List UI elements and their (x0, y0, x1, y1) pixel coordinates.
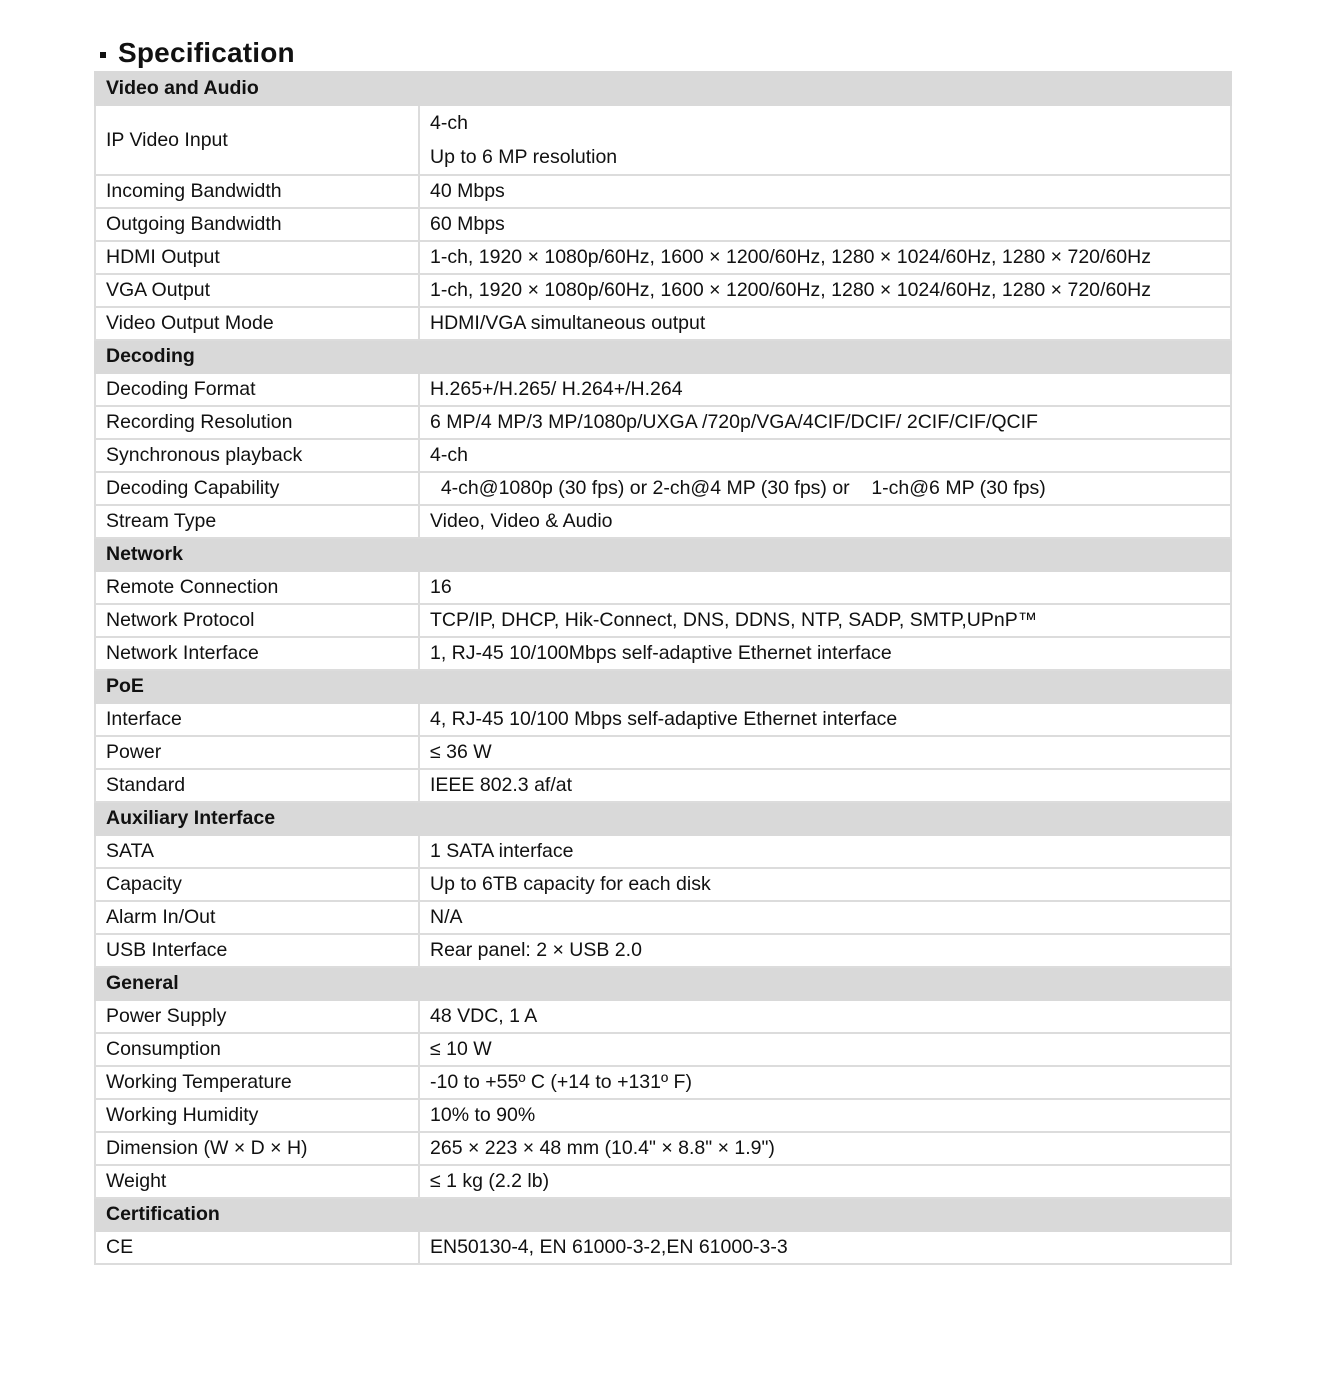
spec-label: Power (95, 736, 419, 769)
spec-value-cell (419, 1066, 1231, 1099)
spec-value: Up to 6TB capacity for each disk (430, 873, 711, 895)
spec-value: ≤ 1 kg (2.2 lb) (430, 1170, 550, 1192)
section-header-row (95, 538, 1231, 571)
spec-label: USB Interface (95, 934, 419, 967)
spec-row (95, 472, 1231, 505)
spec-value-cell (419, 472, 1231, 505)
spec-value-cell (419, 241, 1231, 274)
spec-row (95, 1132, 1231, 1165)
spec-value-cell (419, 571, 1231, 604)
spec-label: Interface (95, 703, 419, 736)
spec-value: HDMI/VGA simultaneous output (430, 312, 706, 334)
spec-value: 1-ch, 1920 × 1080p/60Hz, 1600 × 1200/60Hz, 1280 × 1024/60Hz, 1280 × 720/60Hz (430, 246, 1151, 268)
spec-label: Recording Resolution (95, 406, 419, 439)
section-header-row (95, 670, 1231, 703)
spec-table-body (95, 72, 1231, 1264)
section-header: Auxiliary Interface (95, 802, 1231, 835)
spec-value: Up to 6 MP resolution (430, 146, 618, 168)
section-header-row (95, 340, 1231, 373)
spec-row (95, 175, 1231, 208)
spec-value-cell (419, 1033, 1231, 1066)
spec-value-cell (419, 736, 1231, 769)
spec-value: EN50130-4, EN 61000-3-2,EN 61000-3-3 (430, 1236, 788, 1258)
spec-value: N/A (430, 906, 463, 928)
spec-value: Rear panel: 2 × USB 2.0 (430, 939, 642, 961)
spec-value: 4-ch (430, 444, 468, 466)
spec-label: CE (95, 1231, 419, 1264)
spec-row (95, 835, 1231, 868)
spec-value-cell (419, 604, 1231, 637)
spec-label: HDMI Output (95, 241, 419, 274)
section-header-row (95, 72, 1231, 105)
section-header: Network (95, 538, 1231, 571)
section-header-row (95, 967, 1231, 1000)
page-title-text: Specification (118, 37, 295, 68)
spec-row (95, 1231, 1231, 1264)
spec-value: -10 to +55º C (+14 to +131º F) (430, 1071, 692, 1093)
spec-label: Working Temperature (95, 1066, 419, 1099)
spec-value-cell (419, 901, 1231, 934)
spec-label: Decoding Capability (95, 472, 419, 505)
spec-label: Synchronous playback (95, 439, 419, 472)
spec-row (95, 241, 1231, 274)
spec-row (95, 934, 1231, 967)
spec-value-cell (419, 274, 1231, 307)
spec-value-cell (419, 769, 1231, 802)
spec-value-cell (419, 439, 1231, 472)
spec-label: Standard (95, 769, 419, 802)
spec-label: VGA Output (95, 274, 419, 307)
spec-value: H.265+/H.265/ H.264+/H.264 (430, 378, 683, 400)
spec-value: TCP/IP, DHCP, Hik-Connect, DNS, DDNS, NTP, SADP, SMTP,UPnP™ (430, 609, 1038, 631)
spec-row (95, 703, 1231, 736)
spec-label: Outgoing Bandwidth (95, 208, 419, 241)
spec-label: Decoding Format (95, 373, 419, 406)
spec-value: 1 SATA interface (430, 840, 574, 862)
spec-value-cell (419, 505, 1231, 538)
spec-row (95, 1000, 1231, 1033)
spec-value-cell (419, 105, 1231, 175)
section-header-row (95, 802, 1231, 835)
spec-value: ≤ 36 W (430, 741, 492, 763)
spec-value: 1, RJ-45 10/100Mbps self-adaptive Ethernet interface (430, 642, 892, 664)
section-header: General (95, 967, 1231, 1000)
section-header: Video and Audio (95, 72, 1231, 105)
spec-row (95, 208, 1231, 241)
spec-row (95, 105, 1231, 175)
spec-value: 4-ch@1080p (30 fps) or 2-ch@4 MP (30 fps) or 1-ch@6 MP (30 fps) (430, 477, 1046, 499)
spec-row (95, 439, 1231, 472)
spec-label: Power Supply (95, 1000, 419, 1033)
spec-label: Network Interface (95, 637, 419, 670)
spec-value-cell (419, 307, 1231, 340)
spec-label: Stream Type (95, 505, 419, 538)
section-header: Decoding (95, 340, 1231, 373)
spec-label: Remote Connection (95, 571, 419, 604)
spec-value-cell (419, 1000, 1231, 1033)
spec-value-cell (419, 1099, 1231, 1132)
spec-label: Alarm In/Out (95, 901, 419, 934)
spec-value-cell (419, 373, 1231, 406)
spec-row (95, 1099, 1231, 1132)
spec-value: 40 Mbps (430, 180, 505, 202)
spec-value: 265 × 223 × 48 mm (10.4" × 8.8" × 1.9") (430, 1137, 775, 1159)
spec-value-cell (419, 406, 1231, 439)
spec-row (95, 1066, 1231, 1099)
spec-label: Capacity (95, 868, 419, 901)
section-header: PoE (95, 670, 1231, 703)
spec-label: Incoming Bandwidth (95, 175, 419, 208)
spec-value-cell (419, 1231, 1231, 1264)
spec-value: 60 Mbps (430, 213, 505, 235)
spec-label: Video Output Mode (95, 307, 419, 340)
spec-value-cell (419, 175, 1231, 208)
spec-value: IEEE 802.3 af/at (430, 774, 573, 796)
spec-row (95, 274, 1231, 307)
spec-value: 1-ch, 1920 × 1080p/60Hz, 1600 × 1200/60Hz, 1280 × 1024/60Hz, 1280 × 720/60Hz (430, 279, 1151, 301)
spec-row (95, 604, 1231, 637)
spec-row (95, 637, 1231, 670)
spec-row (95, 868, 1231, 901)
spec-row (95, 736, 1231, 769)
spec-label: SATA (95, 835, 419, 868)
spec-row (95, 571, 1231, 604)
spec-row (95, 505, 1231, 538)
spec-value-cell (419, 1132, 1231, 1165)
section-header: Certification (95, 1198, 1231, 1231)
spec-label: IP Video Input (95, 105, 419, 175)
spec-row (95, 1165, 1231, 1198)
spec-value: 16 (430, 576, 452, 598)
spec-table (94, 71, 1232, 1265)
spec-label: Consumption (95, 1033, 419, 1066)
spec-row (95, 901, 1231, 934)
spec-value-cell (419, 703, 1231, 736)
spec-row (95, 307, 1231, 340)
spec-row (95, 1033, 1231, 1066)
spec-value-cell (419, 1165, 1231, 1198)
spec-row (95, 769, 1231, 802)
bullet-icon (100, 52, 106, 58)
spec-row (95, 406, 1231, 439)
page-title (100, 36, 295, 70)
spec-value-cell (419, 868, 1231, 901)
spec-label: Network Protocol (95, 604, 419, 637)
spec-row (95, 373, 1231, 406)
spec-value: 4, RJ-45 10/100 Mbps self-adaptive Ethernet interface (430, 708, 898, 730)
spec-label: Weight (95, 1165, 419, 1198)
spec-value: 6 MP/4 MP/3 MP/1080p/UXGA /720p/VGA/4CIF/DCIF/ 2CIF/CIF/QCIF (430, 411, 1038, 433)
section-header-row (95, 1198, 1231, 1231)
spec-value: ≤ 10 W (430, 1038, 492, 1060)
spec-value-cell (419, 835, 1231, 868)
spec-value: 10% to 90% (430, 1104, 536, 1126)
spec-value: 48 VDC, 1 A (430, 1005, 538, 1027)
spec-value-cell (419, 637, 1231, 670)
spec-label: Dimension (W × D × H) (95, 1132, 419, 1165)
spec-value-cell (419, 208, 1231, 241)
spec-value: 4-ch (430, 112, 468, 134)
spec-value-cell (419, 934, 1231, 967)
spec-label: Working Humidity (95, 1099, 419, 1132)
spec-value: Video, Video & Audio (430, 510, 613, 532)
